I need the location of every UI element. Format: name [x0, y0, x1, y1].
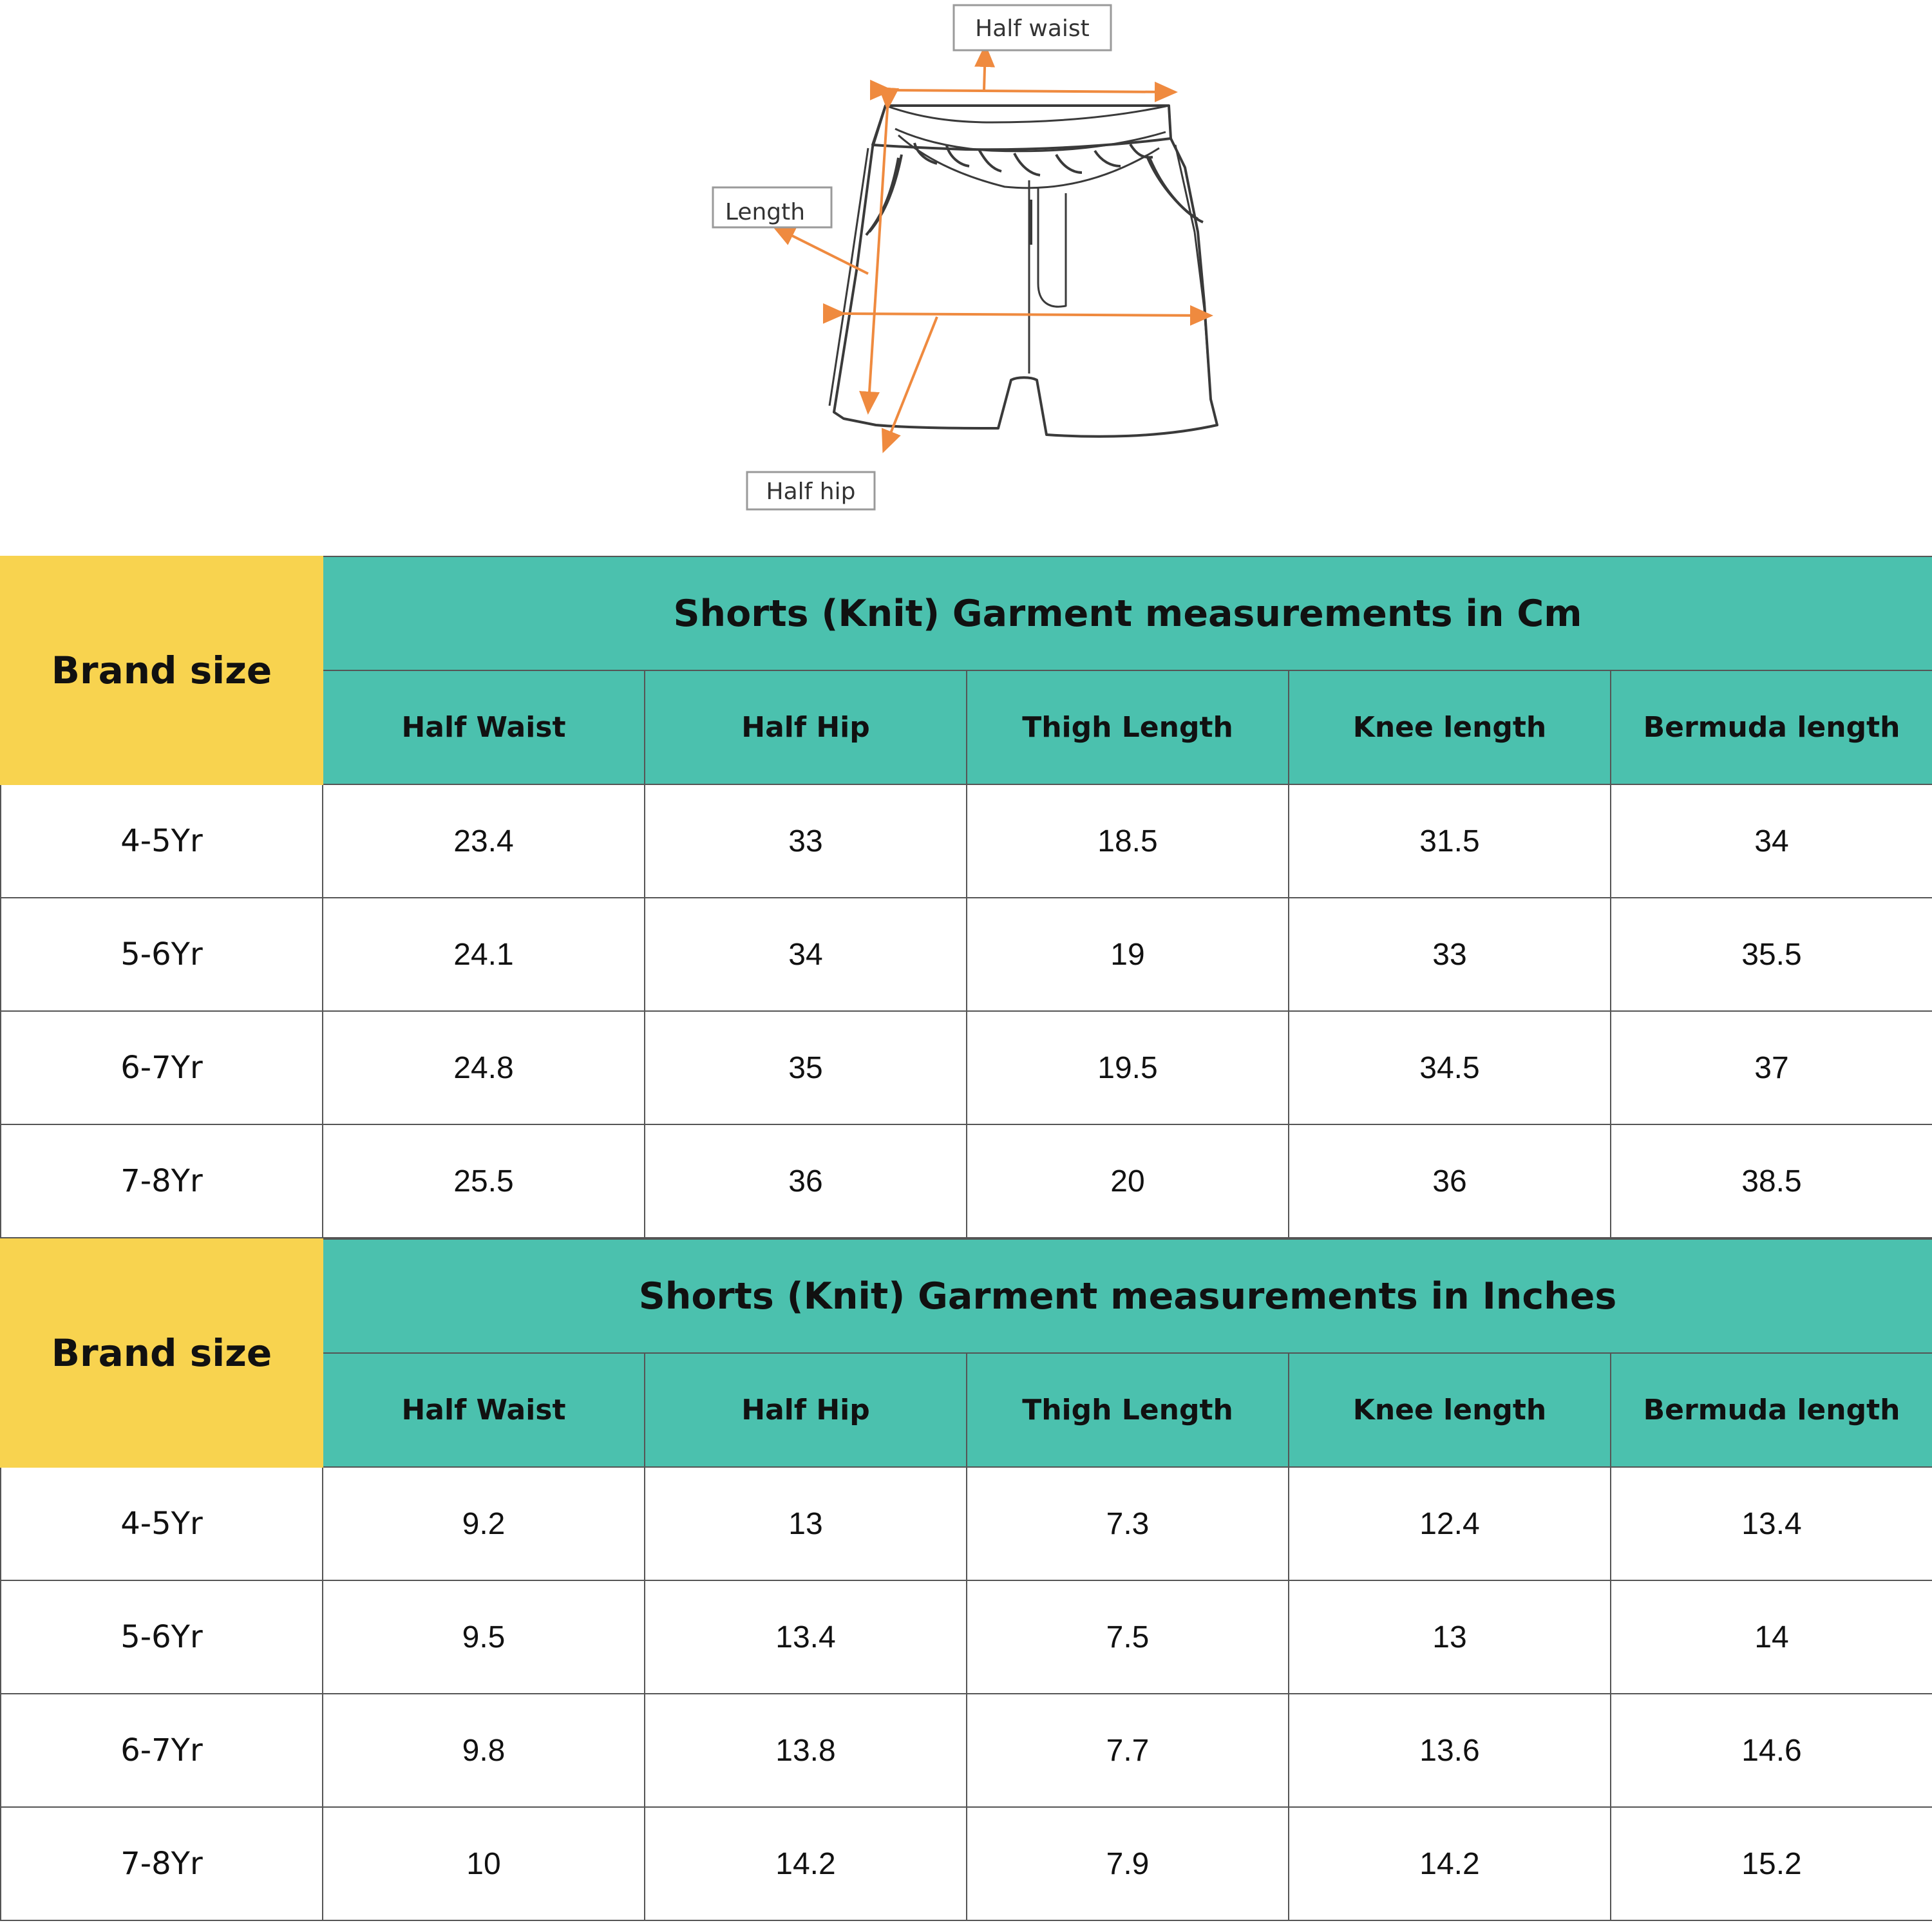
table-cell: 9.2: [323, 1467, 645, 1580]
size-tables: [0, 556, 1932, 1921]
column-header: Half Waist: [323, 1353, 645, 1467]
table-cell: 24.1: [323, 898, 645, 1011]
column-header: Knee length: [1289, 670, 1611, 784]
table-cell: 34: [645, 898, 967, 1011]
table-cell: 35: [645, 1011, 967, 1124]
row-size-label: 7-8Yr: [1, 1807, 323, 1920]
column-header: Half Hip: [645, 670, 967, 784]
label-length: [713, 187, 831, 227]
label-half-waist: [954, 5, 1111, 50]
label-half-hip-text: Half hip: [766, 478, 856, 505]
row-size-label: 6-7Yr: [1, 1694, 323, 1807]
table-row: [1, 1694, 1932, 1807]
table-cell: 38.5: [1611, 1124, 1932, 1238]
half-waist-pointer: [984, 46, 985, 90]
column-header: Bermuda length: [1611, 670, 1932, 784]
table-cell: 7.7: [967, 1694, 1289, 1807]
table-cell: 33: [645, 784, 967, 898]
table-row: [1, 1124, 1932, 1238]
table-cell: 13.8: [645, 1694, 967, 1807]
table-cell: 13.4: [645, 1580, 967, 1694]
table-row: [1, 1580, 1932, 1694]
table-cell: 14.6: [1611, 1694, 1932, 1807]
table-cell: 7.9: [967, 1807, 1289, 1920]
table-title: Shorts (Knit) Garment measurements in Cm: [323, 556, 1932, 670]
table-cell: 25.5: [323, 1124, 645, 1238]
cm-size-table: [0, 556, 1932, 1238]
table-cell: 14.2: [1289, 1807, 1611, 1920]
half-hip-pointer: [884, 317, 937, 451]
half-waist-arrow: [891, 90, 1175, 92]
table-cell: 9.5: [323, 1580, 645, 1694]
table-cell: 13.6: [1289, 1694, 1611, 1807]
row-size-label: 6-7Yr: [1, 1011, 323, 1124]
table-cell: 7.5: [967, 1580, 1289, 1694]
table-cell: 12.4: [1289, 1467, 1611, 1580]
label-length-text: Length: [724, 199, 806, 225]
table-cell: 10: [323, 1807, 645, 1920]
table-cell: 13: [645, 1467, 967, 1580]
table-cell: 35.5: [1611, 898, 1932, 1011]
shorts-drawing: [829, 106, 1217, 437]
brand-size-header: Brand size: [1, 1239, 323, 1467]
column-header: Half Hip: [645, 1353, 967, 1467]
brand-size-header: Brand size: [1, 556, 323, 784]
table-cell: 23.4: [323, 784, 645, 898]
table-row: [1, 1467, 1932, 1580]
label-half-waist-text: Half waist: [975, 15, 1090, 42]
table-cell: 36: [1289, 1124, 1611, 1238]
table-cell: 24.8: [323, 1011, 645, 1124]
row-size-label: 5-6Yr: [1, 1580, 323, 1694]
row-size-label: 4-5Yr: [1, 784, 323, 898]
table-row: [1, 1807, 1932, 1920]
table-title: Shorts (Knit) Garment measurements in Inches: [323, 1239, 1932, 1353]
table-cell: 19.5: [967, 1011, 1289, 1124]
table-cell: 33: [1289, 898, 1611, 1011]
column-header: Half Waist: [323, 670, 645, 784]
row-size-label: 5-6Yr: [1, 898, 323, 1011]
table-cell: 14.2: [645, 1807, 967, 1920]
table-cell: 13: [1289, 1580, 1611, 1694]
half-hip-arrow: [844, 314, 1211, 316]
table-cell: 37: [1611, 1011, 1932, 1124]
table-cell: 31.5: [1289, 784, 1611, 898]
table-cell: 34: [1611, 784, 1932, 898]
table-row: [1, 1011, 1932, 1124]
inches-size-table: [0, 1238, 1932, 1921]
table-row: [1, 898, 1932, 1011]
table-cell: 19: [967, 898, 1289, 1011]
table-cell: 14: [1611, 1580, 1932, 1694]
column-header: Thigh Length: [967, 1353, 1289, 1467]
shorts-diagram-svg: [0, 0, 1932, 556]
column-header: Bermuda length: [1611, 1353, 1932, 1467]
table-cell: 34.5: [1289, 1011, 1611, 1124]
label-half-hip: [747, 472, 875, 509]
table-cell: 18.5: [967, 784, 1289, 898]
table-row: [1, 784, 1932, 898]
shorts-measurement-diagram: [0, 0, 1932, 556]
row-size-label: 4-5Yr: [1, 1467, 323, 1580]
table-cell: 7.3: [967, 1467, 1289, 1580]
table-cell: 13.4: [1611, 1467, 1932, 1580]
table-cell: 9.8: [323, 1694, 645, 1807]
row-size-label: 7-8Yr: [1, 1124, 323, 1238]
table-cell: 20: [967, 1124, 1289, 1238]
table-cell: 36: [645, 1124, 967, 1238]
table-cell: 15.2: [1611, 1807, 1932, 1920]
column-header: Thigh Length: [967, 670, 1289, 784]
column-header: Knee length: [1289, 1353, 1611, 1467]
